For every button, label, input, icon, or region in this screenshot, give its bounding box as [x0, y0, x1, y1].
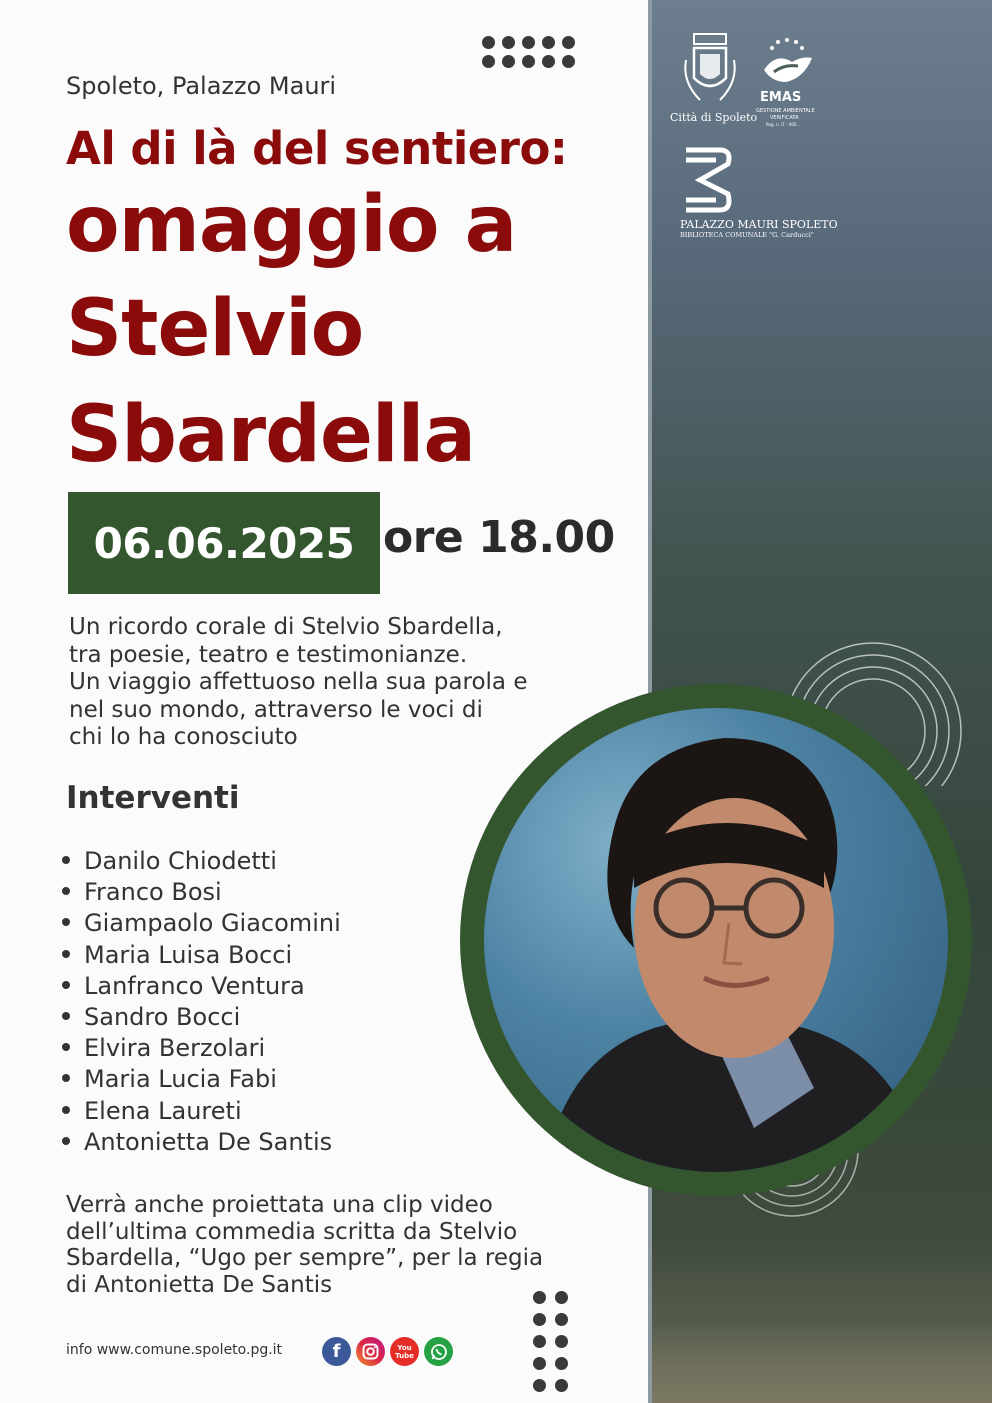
palazzo-sub-label: BIBLIOTECA COMUNALE "G. Carducci" — [680, 231, 814, 239]
title-line-1: Al di là del sentiero: — [66, 122, 568, 175]
event-location: Spoleto, Palazzo Mauri — [66, 72, 337, 100]
title-line-3: Stelvio — [66, 284, 364, 374]
event-time: ore 18.00 — [383, 512, 615, 563]
whatsapp-icon[interactable] — [424, 1337, 453, 1366]
speakers-heading: Interventi — [66, 780, 240, 816]
list-item — [62, 1033, 341, 1064]
bullet-icon — [62, 1074, 70, 1082]
outro-line: Verrà anche proiettata una clip video — [66, 1192, 493, 1218]
bullet-icon — [62, 1012, 70, 1020]
speaker-name: Giampaolo Giacomini — [84, 909, 341, 938]
list-item — [62, 846, 341, 877]
bullet-icon — [62, 1106, 70, 1114]
palazzo-mauri-logo — [680, 144, 736, 216]
city-logo-label: Città di Spoleto — [670, 111, 758, 124]
outro-line: di Antonietta De Santis — [66, 1271, 333, 1298]
event-date-badge: 06.06.2025 — [68, 492, 380, 594]
speaker-name: Lanfranco Ventura — [84, 971, 305, 1000]
speaker-name: Franco Bosi — [84, 878, 222, 907]
intro-line: tra poesie, teatro e testimonianze. — [69, 641, 468, 668]
list-item — [62, 1127, 341, 1158]
list-item — [62, 908, 341, 939]
bullet-icon — [62, 887, 70, 895]
intro-paragraph — [69, 614, 609, 752]
emas-sub1: GESTIONE AMBIENTALE — [756, 108, 815, 114]
speaker-name: Antonietta De Santis — [84, 1127, 333, 1156]
list-item — [62, 877, 341, 908]
outro-line: Sbardella, “Ugo per sempre”, per la regia — [66, 1245, 544, 1271]
speaker-name: Danilo Chiodetti — [84, 847, 277, 875]
emas-sub3: Reg. n. IT - 000... — [766, 122, 801, 127]
outro-paragraph — [66, 1192, 626, 1298]
bullet-icon — [62, 950, 70, 958]
list-item — [62, 1064, 341, 1095]
intro-line: Un ricordo corale di Stelvio Sbardella, — [69, 614, 503, 640]
palazzo-label: PALAZZO MAURI SPOLETO — [680, 218, 838, 231]
bullet-icon — [62, 981, 70, 989]
youtube-icon[interactable] — [390, 1337, 419, 1366]
footer-info: info www.comune.spoleto.pg.it — [66, 1342, 283, 1358]
intro-line: Un viaggio affettuoso nella sua parola e — [69, 669, 528, 695]
speakers-list — [62, 846, 341, 1158]
facebook-icon[interactable]: f — [322, 1337, 351, 1366]
dot-grid-top — [482, 36, 575, 68]
youtube-icon-label: You Tube — [395, 1343, 414, 1360]
intro-line: nel suo mondo, attraverso le voci di — [69, 696, 483, 723]
instagram-icon[interactable] — [356, 1337, 385, 1366]
city-crest-logo — [680, 30, 740, 110]
title-line-4: Sbardella — [66, 390, 475, 480]
speaker-name: Maria Luisa Bocci — [84, 940, 293, 969]
portrait-photo — [484, 708, 948, 1172]
speaker-name: Elvira Berzolari — [84, 1034, 266, 1063]
emas-sub2: VERIFICATA — [770, 115, 799, 121]
list-item — [62, 940, 341, 971]
emas-label: EMAS — [760, 90, 802, 105]
dot-grid-bottom — [533, 1291, 568, 1392]
bullet-icon — [62, 1043, 70, 1051]
list-item — [62, 1096, 341, 1127]
bullet-icon — [62, 856, 70, 864]
speaker-name: Elena Laureti — [84, 1096, 242, 1125]
intro-line: chi lo ha conosciuto — [69, 724, 298, 750]
list-item — [62, 1002, 341, 1033]
bullet-icon — [62, 918, 70, 926]
list-item — [62, 971, 341, 1002]
bullet-icon — [62, 1137, 70, 1145]
title-line-2: omaggio a — [66, 180, 517, 270]
emas-logo — [756, 34, 818, 90]
speaker-name: Maria Lucia Fabi — [84, 1065, 277, 1094]
speaker-name: Sandro Bocci — [84, 1002, 241, 1031]
outro-line: dell’ultima commedia scritta da Stelvio — [66, 1218, 518, 1245]
